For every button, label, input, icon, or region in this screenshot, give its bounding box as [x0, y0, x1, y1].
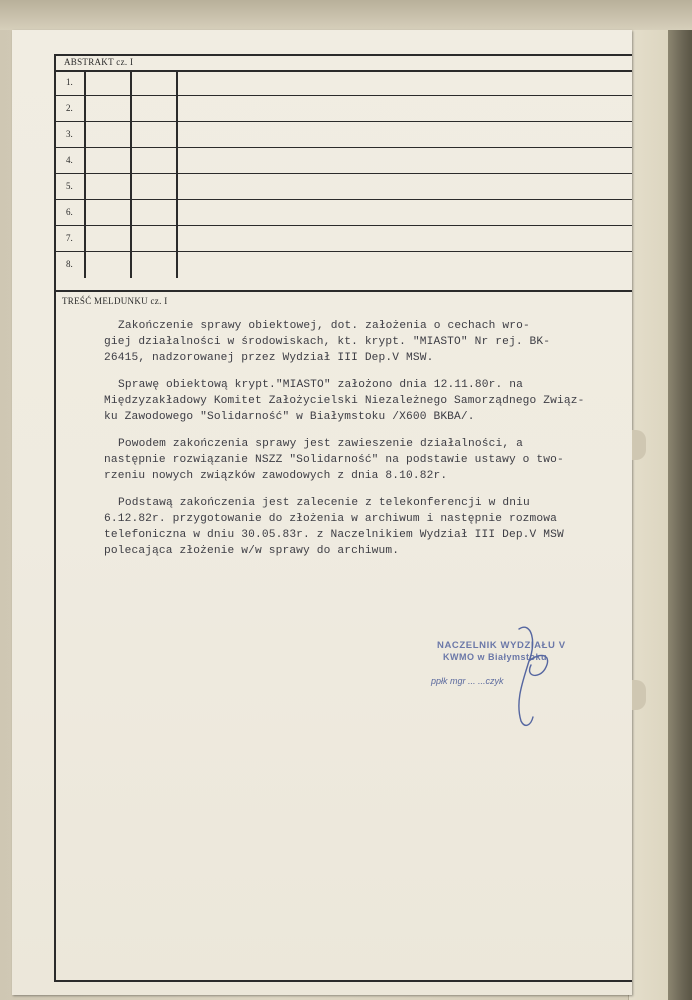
abstract-row [56, 226, 632, 252]
stamp-line-1: NACZELNIK WYDZIAŁU V [437, 640, 566, 651]
stamp-line-2: KWMO w Białymstoku [443, 652, 548, 662]
form-frame [54, 54, 632, 982]
report-paragraph: Zakończenie sprawy obiektowej, dot. założenia o cechach wro- giej działalności w środowiskach, kt. krypt. "MIASTO" Nr rej. BK- 26415, nadzorowanej przez Wydział III Dep.V MSW. [104, 320, 551, 364]
row-number: 2. [66, 103, 73, 113]
abstract-table [56, 70, 632, 278]
abstract-row [56, 252, 632, 278]
abstract-title: ABSTRAKT cz. I [64, 57, 134, 67]
table-column-divider [84, 70, 86, 278]
abstract-row [56, 200, 632, 226]
row-number: 1. [66, 77, 73, 87]
abstract-row [56, 122, 632, 148]
report-paragraph: Sprawę obiektową krypt."MIASTO" założono dnia 12.11.80r. na Międzyzakładowy Komitet Założycielski Niezależnego Samorządnego Związ- ku Zawodowego "Solidarność" w Białymstoku /X600 BKBA/. [104, 379, 585, 423]
row-number: 7. [66, 233, 73, 243]
section-divider [56, 290, 632, 292]
abstract-row [56, 148, 632, 174]
document-page [12, 30, 632, 995]
report-title: TREŚĆ MELDUNKU cz. I [62, 296, 168, 306]
abstract-row [56, 96, 632, 122]
paper-tab-lower [632, 680, 646, 710]
abstract-row [56, 70, 632, 96]
table-column-divider [130, 70, 132, 278]
row-number: 6. [66, 207, 73, 217]
top-margin-shadow [0, 0, 692, 30]
row-number: 5. [66, 181, 73, 191]
handwritten-signature [501, 621, 561, 731]
folder-edge [668, 0, 692, 1000]
abstract-row [56, 174, 632, 200]
report-paragraph: Powodem zakończenia sprawy jest zawieszenie działalności, a następnie rozwiązanie NSZZ "Solidarność" na podstawie ustawy o two- rzeniu nowych związków zawodowych z dnia 8.10.82r. [104, 438, 564, 482]
table-column-divider [176, 70, 178, 278]
row-number: 3. [66, 129, 73, 139]
stamp-line-3: ppłk mgr ... ...czyk [431, 676, 504, 686]
row-number: 8. [66, 259, 73, 269]
row-number: 4. [66, 155, 73, 165]
report-body [104, 318, 632, 570]
report-paragraph: Podstawą zakończenia jest zalecenie z telekonferencji w dniu 6.12.82r. przygotowanie do złożenia w archiwum i następnie rozmowa telefoniczna w dniu 30.05.83r. z Naczelnikiem Wydział III Dep.V MSW polecająca złożenie w/w sprawy do archiwum. [104, 497, 564, 557]
paper-tab-upper [632, 430, 646, 460]
